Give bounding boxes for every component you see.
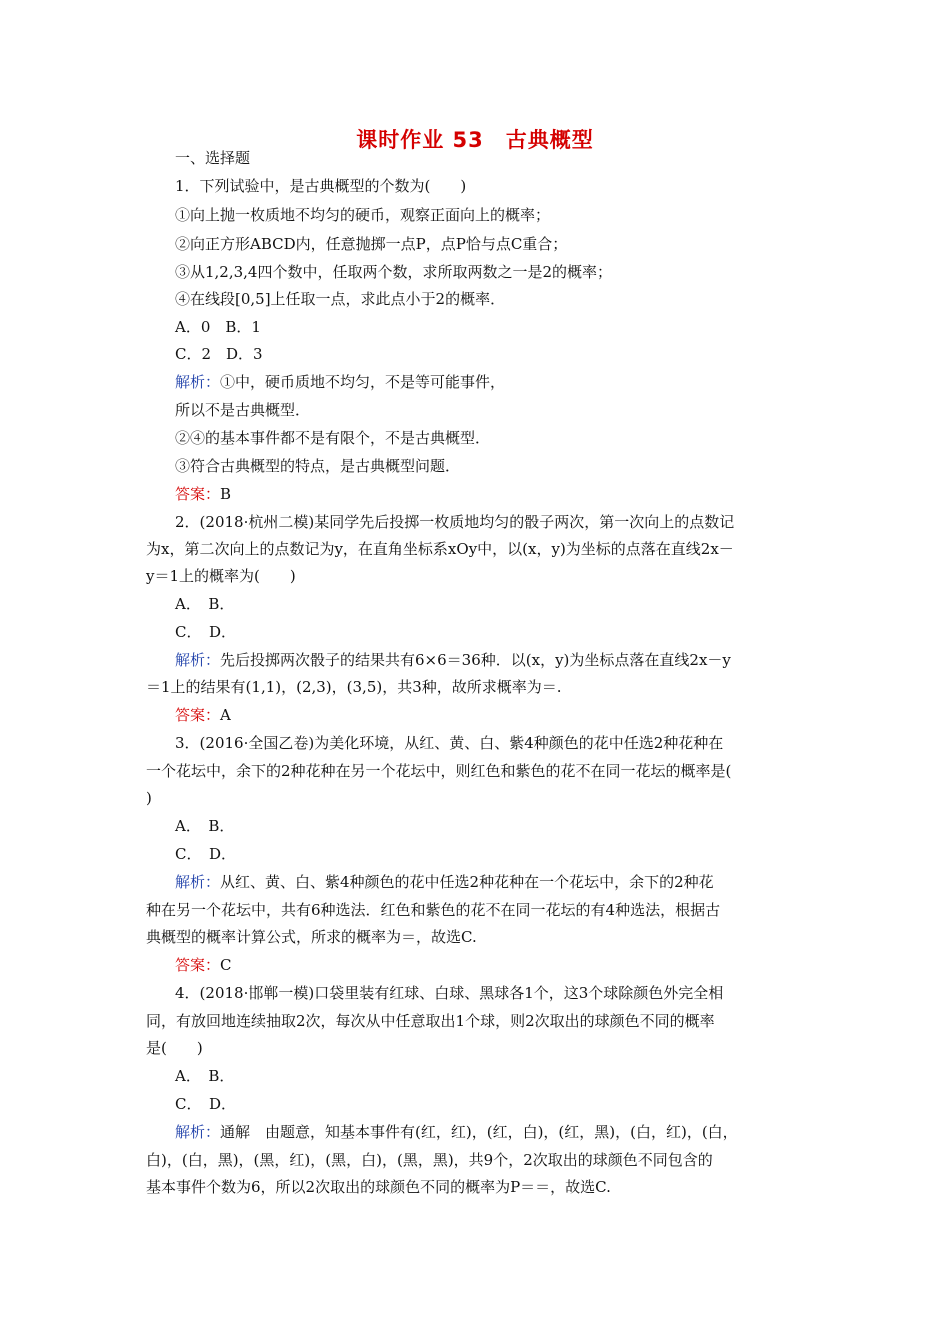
q3-stem-line-2: 一个花坛中，余下的2种花种在另一个花坛中，则红色和紫色的花不在同一花坛的概率是(	[146, 762, 732, 780]
q2-stem-line-1: 2．(2018·杭州二模)某同学先后投掷一枚质地均匀的骰子两次，第一次向上的点数记	[175, 513, 735, 531]
q2-options-cd: C． D．	[175, 623, 237, 641]
analysis-label: 解析：	[175, 373, 221, 391]
q3-stem-line-1: 3．(2016·全国乙卷)为美化环境，从红、黄、白、紫4种颜色的花中任选2种花种在	[175, 734, 724, 752]
q1-item-1: ①向上抛一枚质地不均匀的硬币，观察正面向上的概率；	[175, 206, 551, 224]
q3-stem-line-3: )	[146, 789, 152, 807]
q1-analysis-line-1	[175, 372, 505, 392]
answer-label: 答案：	[175, 706, 221, 724]
q2-answer-line	[175, 705, 231, 725]
q1-item-3: ③从1,2,3,4四个数中，任取两个数，求所取两数之一是2的概率；	[175, 263, 613, 281]
q2-stem-line-3: y＝1上的概率为( )	[146, 567, 296, 585]
analysis-label: 解析：	[175, 1123, 221, 1141]
q3-answer: C	[220, 956, 232, 974]
q1-answer-line	[175, 484, 231, 504]
q4-options-ab: A． B．	[175, 1067, 235, 1085]
q2-analysis-line-2: ＝1上的结果有(1,1)，(2,3)，(3,5)，共3种，故所求概率为＝.	[146, 678, 562, 696]
q1-analysis-line-4: ③符合古典概型的特点，是古典概型问题．	[175, 457, 461, 475]
q1-analysis-line-2: 所以不是古典概型．	[175, 401, 311, 419]
q2-answer: A	[220, 706, 231, 724]
q3-analysis-line-1	[175, 872, 714, 892]
q2-options-ab: A． B．	[175, 595, 235, 613]
answer-label: 答案：	[175, 485, 221, 503]
page-title: 课时作业 53 古典概型	[356, 128, 594, 152]
q4-analysis-line-1	[175, 1122, 738, 1142]
analysis-label: 解析：	[175, 873, 221, 891]
q4-analysis-line-3: 基本事件个数为6，所以2次取出的球颜色不同的概率为P＝＝，故选C.	[146, 1178, 611, 1196]
q1-analysis-text-1: ①中，硬币质地不均匀，不是等可能事件，	[220, 373, 506, 391]
q4-stem-line-1: 4．(2018·邯郸一模)口袋里装有红球、白球、黑球各1个，这3个球除颜色外完全相	[175, 984, 724, 1002]
q4-options-cd: C． D．	[175, 1095, 237, 1113]
answer-label: 答案：	[175, 956, 221, 974]
q4-stem-line-2: 同，有放回地连续抽取2次，每次从中任意取出1个球，则2次取出的球颜色不同的概率	[146, 1012, 715, 1030]
q3-analysis-line-2: 种在另一个花坛中，共有6种选法．红色和紫色的花不在同一花坛的有4种选法，根据古	[146, 901, 721, 919]
q1-item-4: ④在线段[0,5]上任取一点，求此点小于2的概率．	[175, 290, 506, 308]
q3-analysis-line-3: 典概型的概率计算公式，所求的概率为＝，故选C.	[146, 928, 477, 946]
q4-stem-line-3: 是( )	[146, 1039, 203, 1057]
q1-answer: B	[220, 485, 232, 503]
q2-analysis-text-1: 先后投掷两次骰子的结果共有6×6＝36种．以(x，y)为坐标点落在直线2x－y	[220, 651, 731, 669]
q1-options-cd: C．2 D．3	[175, 345, 263, 363]
q4-analysis-line-2: 白)，(白，黑)，(黑，红)，(黑，白)，(黑，黑)，共9个，2次取出的球颜色不同包含的	[146, 1151, 713, 1169]
q1-analysis-line-3: ②④的基本事件都不是有限个，不是古典概型．	[175, 429, 491, 447]
q2-stem-line-2: 为x，第二次向上的点数记为y，在直角坐标系xOy中，以(x，y)为坐标的点落在直线2x－	[146, 540, 734, 558]
section-heading: 一、选择题	[175, 149, 251, 167]
q3-answer-line	[175, 955, 232, 975]
q1-item-2: ②向正方形ABCD内，任意抛掷一点P，点P恰与点C重合；	[175, 235, 568, 253]
q3-analysis-text-1: 从红、黄、白、紫4种颜色的花中任选2种花种在一个花坛中，余下的2种花	[220, 873, 714, 891]
q3-options-cd: C． D．	[175, 845, 237, 863]
analysis-label: 解析：	[175, 651, 221, 669]
q4-analysis-text-1: 通解 由题意，知基本事件有(红，红)，(红，白)，(红，黑)，(白，红)，(白，	[220, 1123, 738, 1141]
q1-options-ab: A．0 B．1	[175, 318, 261, 336]
q2-analysis-line-1	[175, 650, 731, 670]
q1-stem: 1．下列试验中，是古典概型的个数为( )	[175, 177, 467, 195]
q3-options-ab: A． B．	[175, 817, 235, 835]
